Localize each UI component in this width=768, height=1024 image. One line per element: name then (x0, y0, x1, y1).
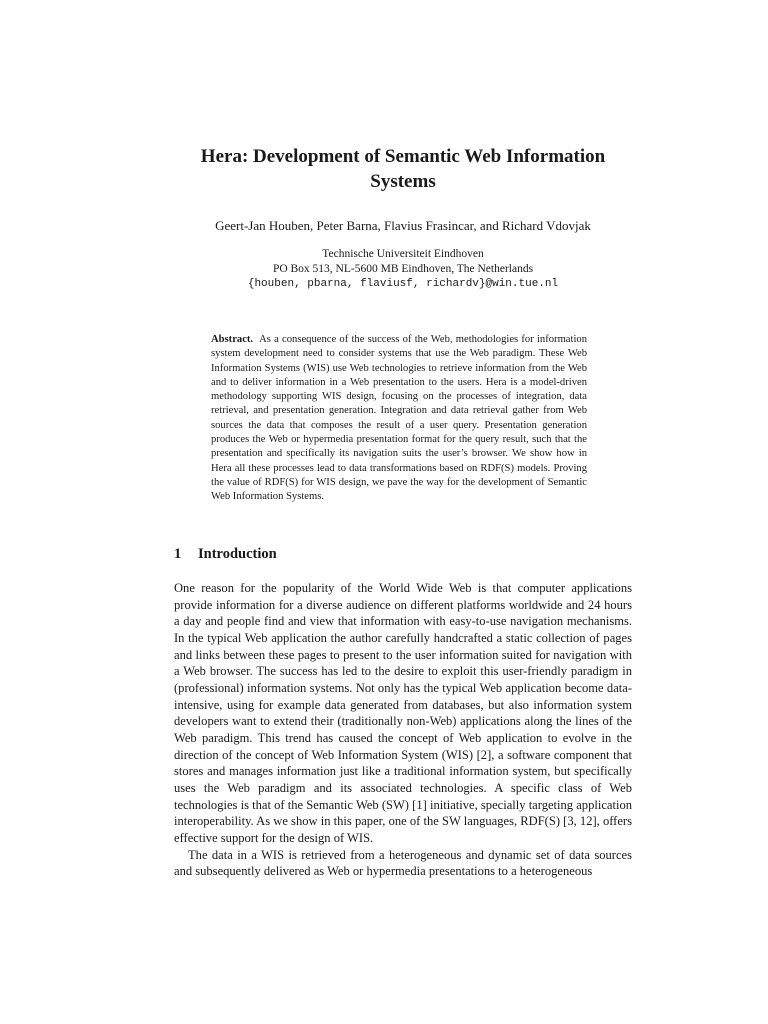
abstract (211, 333, 587, 505)
address: PO Box 513, NL-5600 MB Eindhoven, The Netherlands (272, 263, 534, 275)
section-number: 1 (174, 546, 182, 562)
author-list: Geert-Jan Houben, Peter Barna, Flavius Frasincar, and Richard Vdovjak (215, 218, 591, 233)
email-addresses: {houben, pbarna, flaviusf, richardv}@win.tue.nl (247, 278, 559, 290)
abstract-text: As a consequence of the success of the Web, methodologies for information system development need to consider systems that use the Web paradigm. These Web Information Systems (WIS) use Web technologies to retrieve information from the Web and to deliver information in a Web presentation to the users. Hera is a model-driven methodology supporting WIS design, focusing on the processes of integration, data retrieval, and presentation generation. Integration and data retrieval gather from Web sources the data that composes the result of a user query. Presentation generation produces the Web or hypermedia presentation format for the query result, such that the presentation and specifically its navigation suits the user’s browser. We show how in Hera all these processes lead to data transformations based on RDF(S) models. Proving the value of RDF(S) for WIS design, we pave the way for the development of Semantic Web Information Systems. (211, 334, 587, 503)
abstract-label: Abstract. (211, 334, 254, 345)
affiliation-block (174, 247, 632, 292)
introduction-body (174, 580, 632, 880)
paper-title: Hera: Development of Semantic Web Information Systems (200, 146, 606, 192)
institution: Technische Universiteit Eindhoven (322, 248, 484, 260)
body-paragraph: One reason for the popularity of the World Wide Web is that computer applications provide information for a diverse audience on different platforms worldwide and 24 hours a day and people find and view that information with easy-to-use navigation mechanisms. In the typical Web application the author carefully handcrafted a static collection of pages and links between these pages to present to the user information suited for navigation with a Web browser. The success has led to the desire to exploit this user-friendly paradigm in (professional) information systems. Not only has the typical Web application become data-intensive, using for example data generated from databases, but also information system developers want to extend their (traditionally non-Web) applications along the lines of the Web paradigm. This trend has caused the concept of Web application to evolve in the direction of the concept of Web Information System (WIS) [2], a software component that stores and manages information just like a traditional information system, but specifically uses the Web paradigm and its associated technologies. A specific class of Web technologies is that of the Semantic Web (SW) [1] initiative, specially targeting application interoperability. As we show in this paper, one of the SW languages, RDF(S) [3, 12], offers effective support for the design of WIS. (174, 581, 632, 845)
body-paragraph: The data in a WIS is retrieved from a heterogeneous and dynamic set of data sources and subsequently delivered as Web or hypermedia presentations to a heterogeneous (174, 847, 632, 879)
section-title: Introduction (198, 546, 277, 562)
section-heading-introduction (174, 545, 632, 563)
